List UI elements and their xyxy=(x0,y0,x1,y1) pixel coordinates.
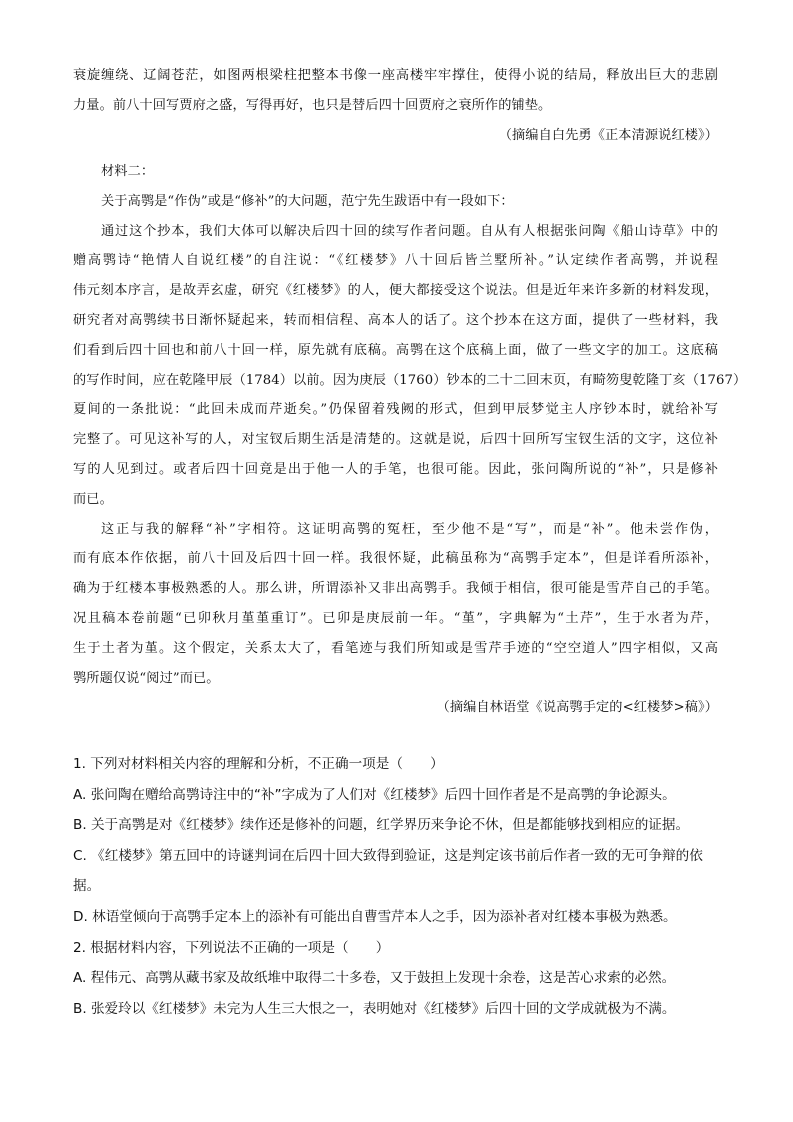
paragraph-line: 这正与我的解释“补”字相符。这证明高鹗的冤枉，至少他不是“写”，而是“补”。他未尝作伪， xyxy=(101,521,718,537)
option-a[interactable]: A. 张问陶在赠给高鹗诗注中的“补”字成为了人们对《红楼梦》后四十回作者是不是高鹗的争论源头。 xyxy=(73,786,676,803)
passage-line: 力量。前八十回写贾府之盛，写得再好，也只是替后四十回贾府之衰所作的铺垫。 xyxy=(73,97,552,113)
quote-line: 的写作时间，应在乾隆甲辰（1784）以前。因为庚辰（1760）钞本的二十二回末页，有畸笏叟乾隆丁亥（1767） xyxy=(73,372,747,388)
option-d[interactable]: D. 林语堂倾向于高鹗手定本上的添补有可能出自曹雪芹本人之手，因为添补者对红楼本事极为熟悉。 xyxy=(73,908,677,925)
question-stem: 1. 下列对材料相关内容的理解和分析，不正确一项是（ ） xyxy=(73,756,444,772)
section-heading: 材料二： xyxy=(101,164,155,179)
material-intro: 关于高鹗是“作伪”或是“修补”的大问题，范宁先生跋语中有一段如下： xyxy=(101,193,514,209)
quote-line: 写的人见到过。或者后四十回竟是出于他一人的手笔，也很可能。因此，张问陶所说的“补”，只是修补 xyxy=(73,461,718,477)
option-b[interactable]: B. 关于高鹗是对《红楼梦》续作还是修补的问题，红学界历来争论不休，但是都能够找到相应的证据。 xyxy=(73,817,690,834)
paragraph-line: 确为于红楼本事极熟悉的人。那么讲，所谓添补又非出高鹗手。我倾于相信，很可能是雪芹自己的手笔。 xyxy=(73,581,718,597)
paragraph-line: 生于土者为堇。这个假定，关系太大了，看笔迹与我们所知或是雪芹手迹的“空空道人”四字相似，又高 xyxy=(73,640,718,656)
paragraph-line: 鹗所题仅说“阅过”而已。 xyxy=(73,670,220,686)
passage-top xyxy=(73,61,718,150)
author-paragraph xyxy=(73,515,718,694)
option-a[interactable]: A. 程伟元、高鹗从藏书家及故纸堆中取得二十多卷，又于鼓担上发现十余卷，这是苦心求索的必然。 xyxy=(73,970,676,987)
question-2 xyxy=(73,933,723,1025)
quote-paragraph xyxy=(73,217,747,515)
quote-line: 伟元刻本序言，是故弄玄虚，研究《红楼梦》的人，便大都接受这个说法。但是近年来许多新的材料发现， xyxy=(73,283,718,299)
passage-citation: （摘编自白先勇《正本清源说红楼》） xyxy=(498,127,718,143)
passage-line: 衰旋缠绕、辽阔苍茫，如图两根梁柱把整本书像一座高楼牢牢撑住，使得小说的结局，释放出巨大的悲剧 xyxy=(73,68,718,83)
quote-line: 而已。 xyxy=(73,491,113,507)
quote-line: 夏间的一条批说：“此回未成而芹逝矣。”仍保留着残阙的形式，但到甲辰梦觉主人序钞本时，就给补写 xyxy=(73,402,718,418)
quote-line: 研究者对高鹗续书日渐怀疑起来，转而相信程、高本人的话了。这个抄本在这方面，提供了一些材料，我 xyxy=(73,312,718,328)
question-stem: 2. 根据材料内容，下列说法不正确的一项是（ ） xyxy=(73,939,390,956)
material-two xyxy=(73,157,747,723)
paragraph-line: 况且稿本卷前题“已卯秋月堇堇重订”。已卯是庚辰前一年。“堇”，字典解为“土芹”，生于水者为芹， xyxy=(73,610,718,626)
option-c-line: 据。 xyxy=(73,878,101,895)
option-b[interactable]: B. 张爱玲以《红楼梦》未完为人生三大恨之一，表明她对《红楼梦》后四十回的文学成就极为不满。 xyxy=(73,1000,676,1017)
option-c[interactable] xyxy=(73,841,723,902)
quote-line: 通过这个抄本，我们大体可以解决后四十回的续写作者问题。自从有人根据张问陶《船山诗草》中的 xyxy=(101,223,718,239)
option-c-line: C. 《红楼梦》第五回中的诗谜判词在后四十回大致得到验证，这是判定该书前后作者一致的无可争辩的依 xyxy=(73,847,703,864)
quote-line: 完整了。可见这补写的人，对宝钗后期生活是清楚的。这就是说，后四十回所写宝钗生活的文字，这位补 xyxy=(73,432,718,448)
paragraph-line: 而有底本作依据，前八十回及后四十回一样。我很怀疑，此稿虽称为“高鹗手定本”，但是详看所添补， xyxy=(73,551,718,567)
quote-line: 们看到后四十回也和前八十回一样，原先就有底稿。高鹗在这个底稿上面，做了一些文字的加工。这底稿 xyxy=(73,342,718,358)
material-citation: （摘编自林语堂《说高鹗手定的<红楼梦>稿》） xyxy=(436,700,718,716)
quote-line: 赠高鹗诗“艳情人自说红楼”的自注说：“《红楼梦》八十回后皆兰墅所补。”认定续作者高鹗，并说程 xyxy=(73,253,718,269)
questions xyxy=(73,749,723,1024)
question-1 xyxy=(73,749,723,933)
